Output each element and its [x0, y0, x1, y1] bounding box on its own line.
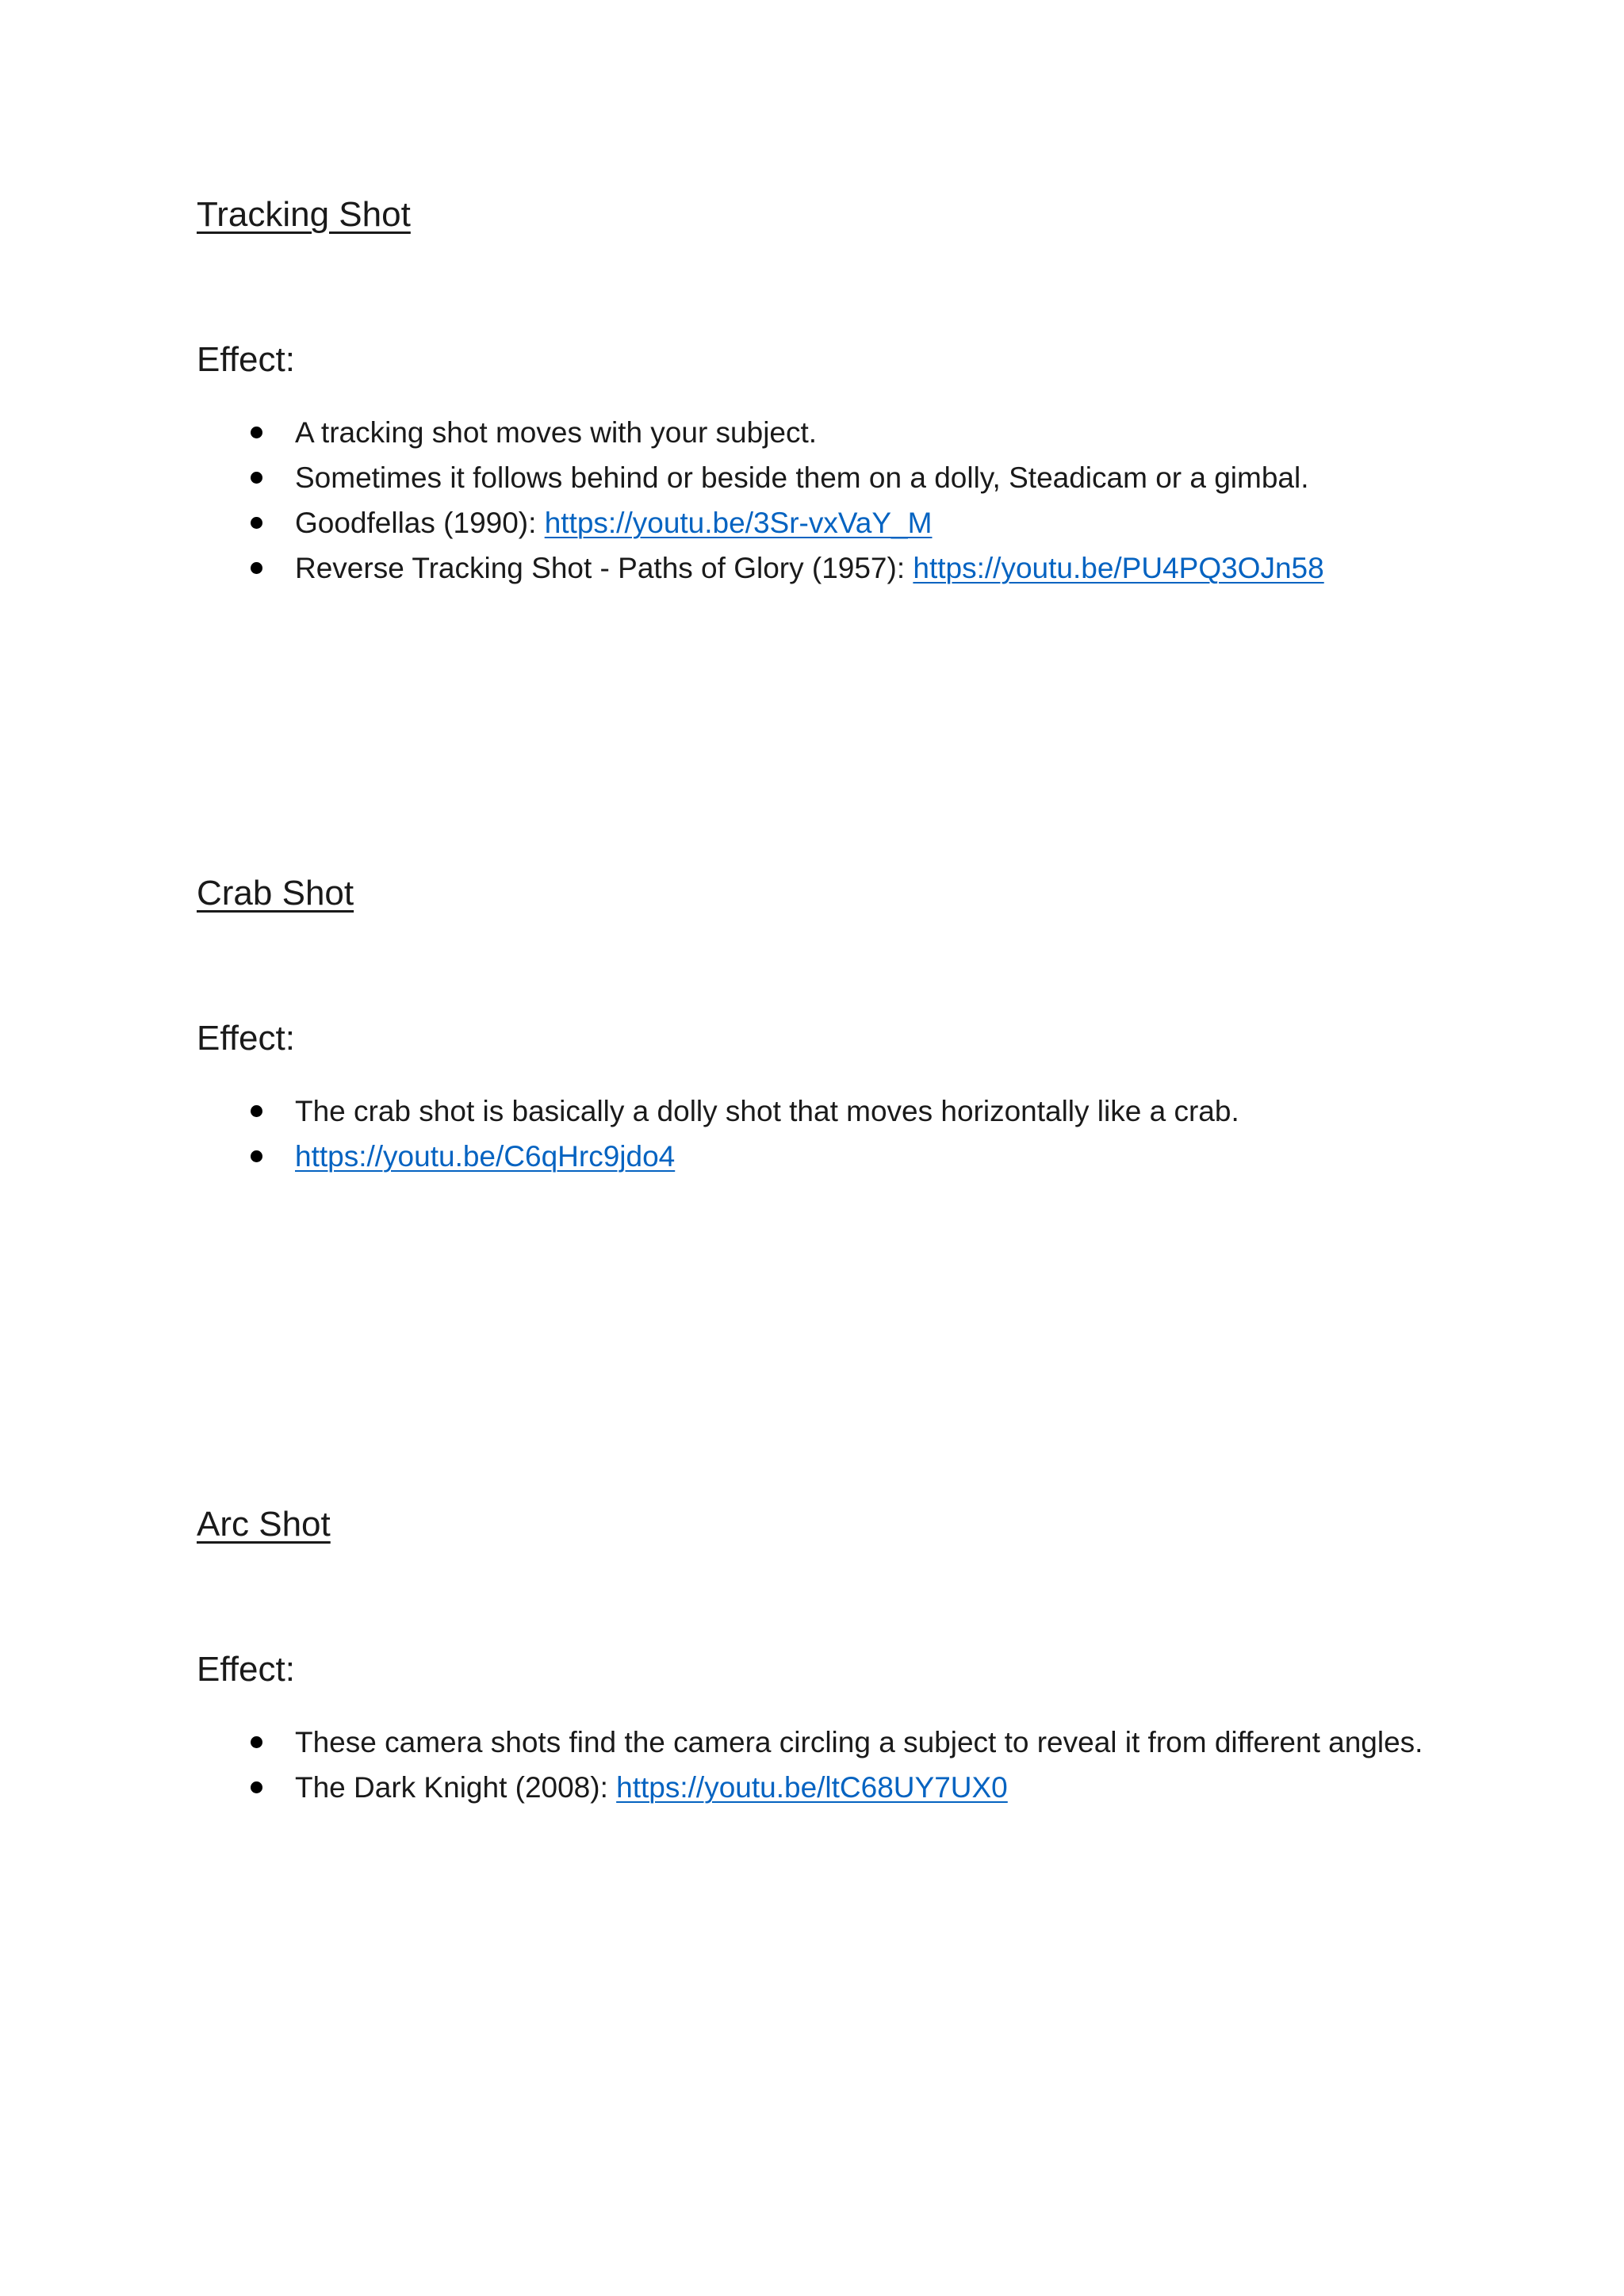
bullet-icon	[251, 562, 262, 574]
youtube-link-crab-shot[interactable]: https://youtu.be/C6qHrc9jdo4	[295, 1140, 676, 1173]
bullet-icon	[251, 1105, 262, 1117]
youtube-link-goodfellas[interactable]: https://youtu.be/3Sr-vxVaY_M	[544, 507, 933, 539]
list-item	[197, 455, 1434, 500]
bullet-icon	[251, 1150, 262, 1162]
bullet-list	[197, 410, 1434, 591]
bullet-icon	[251, 427, 262, 438]
bullet-text: Sometimes it follows behind or beside them on a dolly, Steadicam or a gimbal.	[295, 461, 1309, 494]
section-tracking-shot	[197, 194, 1434, 584]
youtube-link-dark-knight[interactable]: https://youtu.be/ltC68UY7UX0	[616, 1771, 1008, 1804]
bullet-icon	[251, 1781, 262, 1793]
bullet-text: Reverse Tracking Shot - Paths of Glory (1957):	[295, 552, 914, 584]
section-crab-shot	[197, 873, 1434, 1173]
section-heading: Crab Shot	[197, 874, 354, 913]
bullet-icon	[251, 1736, 262, 1748]
effect-label: Effect:	[197, 340, 295, 379]
effect-label: Effect:	[197, 1019, 295, 1058]
bullet-text: Goodfellas (1990):	[295, 507, 545, 539]
bullet-list	[197, 1720, 1434, 1810]
section-heading: Arc Shot	[197, 1505, 331, 1544]
list-item	[197, 1089, 1434, 1134]
youtube-link-paths-of-glory[interactable]: https://youtu.be/PU4PQ3OJn58	[913, 552, 1324, 584]
bullet-text: A tracking shot moves with your subject.	[295, 416, 818, 449]
section-heading: Tracking Shot	[197, 195, 411, 234]
bullet-text: The Dark Knight (2008):	[295, 1771, 617, 1804]
section-arc-shot	[197, 1504, 1434, 1804]
list-item	[197, 500, 1434, 545]
list-item	[197, 1134, 1434, 1179]
bullet-icon	[251, 472, 262, 484]
list-item	[197, 545, 1434, 591]
list-item	[197, 1720, 1500, 1765]
list-item	[197, 1765, 1434, 1810]
bullet-icon	[251, 517, 262, 529]
bullet-text: The crab shot is basically a dolly shot that moves horizontally like a crab.	[295, 1095, 1239, 1127]
effect-label: Effect:	[197, 1650, 295, 1689]
bullet-list	[197, 1089, 1434, 1179]
bullet-text: These camera shots find the camera circling a subject to reveal it from different angles.	[295, 1726, 1423, 1758]
list-item	[197, 410, 1434, 455]
